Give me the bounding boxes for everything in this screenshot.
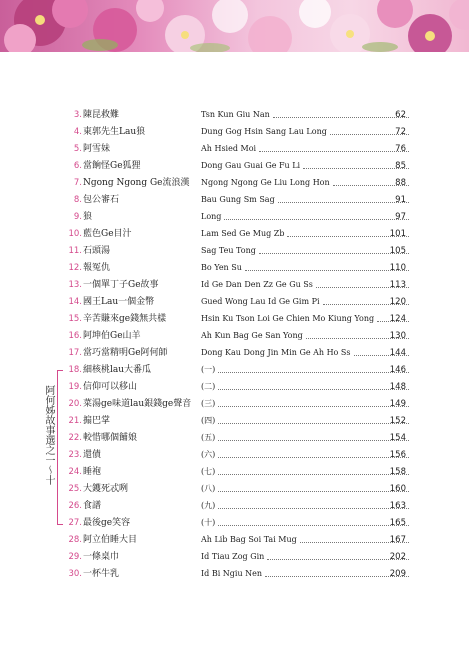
entry-title: 較惜哪個餔娘 (83, 433, 138, 443)
toc-entry[interactable] (66, 191, 406, 209)
entry-romanization: (三) (201, 399, 216, 408)
entry-title: 睡袍 (83, 467, 102, 477)
toc-entry[interactable] (66, 123, 406, 141)
entry-page: 146 (389, 365, 406, 375)
entry-romanization: (一) (201, 365, 216, 374)
entry-title: 當餉怪Ge狐狸 (83, 161, 141, 171)
entry-romanization: Gued Wong Lau Id Ge Gim Pi (201, 297, 320, 306)
entry-title: 阿立伯睡大目 (83, 535, 138, 545)
toc-entry[interactable] (66, 463, 406, 481)
toc-entry[interactable] (66, 361, 406, 379)
entry-page: 167 (389, 535, 406, 545)
toc-entry[interactable] (66, 174, 406, 192)
entry-title: 當巧當精明Ge阿何師 (83, 348, 168, 358)
toc-entry[interactable] (66, 276, 406, 294)
entry-romanization: Tsn Kun Giu Nan (201, 110, 270, 119)
entry-page: 124 (389, 314, 406, 324)
entry-title: 阿坤伯Ge山羊 (83, 331, 141, 341)
entry-romanization: Ngong Ngong Ge Liu Long Hon (201, 178, 330, 187)
toc-entry[interactable] (66, 106, 406, 124)
entry-title: 陳昆救難 (83, 110, 120, 120)
entry-page: 209 (389, 569, 406, 579)
entry-number: 3. (73, 110, 82, 120)
entry-number: 18. (68, 365, 82, 375)
entry-number: 6. (73, 161, 82, 171)
entry-title: 狼 (83, 212, 93, 222)
entry-title: 國王Lau一個金幣 (83, 297, 155, 307)
entry-title: 藍色Ge目汁 (83, 229, 132, 239)
entry-romanization: Bo Yen Su (201, 263, 242, 272)
entry-page: 154 (389, 433, 406, 443)
entry-title: 阿雪妹 (83, 144, 111, 154)
entry-title: 一條桌巾 (83, 552, 120, 562)
entry-page: 110 (389, 263, 406, 273)
entry-romanization: Dong Gau Guai Ge Fu Li (201, 161, 301, 170)
entry-romanization: (七) (201, 467, 216, 476)
entry-page: 152 (389, 416, 406, 426)
entry-number: 28. (68, 535, 82, 545)
entry-romanization: Hsin Ku Tson Loi Ge Chien Mo Kiung Yong (201, 314, 375, 323)
toc-entry[interactable] (66, 446, 406, 464)
entry-title: 信仰可以移山 (83, 382, 138, 392)
toc-entry[interactable] (66, 208, 406, 226)
entry-title: 辛苦賺來ge錢無共樣 (83, 314, 167, 324)
toc-entry[interactable] (66, 395, 406, 413)
entry-romanization: Dung Gog Hsin Sang Lau Long (201, 127, 327, 136)
entry-romanization: Sag Teu Tong (201, 246, 256, 255)
entry-page: 148 (389, 382, 406, 392)
entry-title: 還債 (83, 450, 102, 460)
entry-romanization: (六) (201, 450, 216, 459)
entry-title: 一杯牛乳 (83, 569, 120, 579)
entry-title: 東郭先生Lau狼 (83, 127, 146, 137)
entry-romanization: Ah Hsied Moi (201, 144, 257, 153)
entry-title: 最後ge笑容 (83, 518, 131, 528)
entry-title: 菜湯ge味道lau銀錢ge聲音 (83, 399, 192, 409)
entry-title: 包公審石 (83, 195, 120, 205)
entry-number: 16. (68, 331, 82, 341)
entry-romanization: Ah Kun Bag Ge San Yong (201, 331, 303, 340)
entry-romanization: Id Ge Dan Den Zz Ge Gu Ss (201, 280, 313, 289)
entry-title: 搧巴掌 (83, 416, 111, 426)
entry-romanization: Long (201, 212, 222, 221)
toc-entry[interactable] (66, 378, 406, 396)
entry-number: 29. (68, 552, 82, 562)
entry-romanization: Ah Lib Bag Soi Tai Mug (201, 535, 297, 544)
toc-entry[interactable] (66, 225, 406, 243)
entry-page: 144 (389, 348, 406, 358)
entry-title: Ngong Ngong Ge流浪漢 (83, 178, 190, 188)
entry-number: 9. (73, 212, 82, 222)
book-series-title: 阿何姊故事選之一〜十 (43, 385, 54, 485)
toc-entry[interactable] (66, 140, 406, 158)
entry-page: 202 (389, 552, 406, 562)
entry-page: 101 (389, 229, 406, 239)
entry-page: 120 (389, 297, 406, 307)
entry-page: 62 (395, 110, 406, 120)
toc-entry[interactable] (66, 242, 406, 260)
entry-number: 21. (68, 416, 82, 426)
entry-page: 113 (389, 280, 406, 290)
toc-entry[interactable] (66, 565, 406, 583)
entry-title: 大鑊死忒咧 (83, 484, 129, 494)
entry-title: 細核桃lau大番瓜 (83, 365, 152, 375)
entry-title: 一個單丁子Ge故事 (83, 280, 159, 290)
entry-number: 30. (68, 569, 82, 579)
entry-number: 15. (68, 314, 82, 324)
entry-page: 165 (389, 518, 406, 528)
entry-number: 17. (68, 348, 82, 358)
entry-page: 88 (395, 178, 406, 188)
entry-page: 130 (389, 331, 406, 341)
entry-romanization: Dong Kau Dong Jin Min Ge Ah Ho Ss (201, 348, 351, 357)
entry-number: 5. (73, 144, 82, 154)
entry-romanization: (四) (201, 416, 216, 425)
toc-entry[interactable] (66, 548, 406, 566)
toc-entry[interactable] (66, 480, 406, 498)
entry-page: 85 (395, 161, 406, 171)
entry-romanization: (八) (201, 484, 216, 493)
toc-entry[interactable] (66, 412, 406, 430)
toc-entry[interactable] (66, 293, 406, 311)
entry-romanization: (五) (201, 433, 216, 442)
toc-entry[interactable] (66, 344, 406, 362)
entry-number: 25. (68, 484, 82, 494)
entry-number: 19. (68, 382, 82, 392)
entry-page: 97 (395, 212, 406, 222)
entry-page: 156 (389, 450, 406, 460)
entry-romanization: Id Bi Ngiu Nen (201, 569, 263, 578)
entry-page: 91 (395, 195, 406, 205)
entry-title: 食譜 (83, 501, 102, 511)
toc-entry[interactable] (66, 514, 406, 532)
entry-page: 160 (389, 484, 406, 494)
toc-entry[interactable] (66, 327, 406, 345)
entry-number: 8. (73, 195, 82, 205)
entry-romanization: (十) (201, 518, 216, 527)
entry-page: 76 (395, 144, 406, 154)
entry-number: 7. (73, 178, 82, 188)
toc-entry[interactable] (66, 531, 406, 549)
entry-page: 149 (389, 399, 406, 409)
entry-romanization: Lam Sed Ge Mug Zb (201, 229, 285, 238)
entry-number: 4. (73, 127, 82, 137)
entry-number: 11. (68, 246, 82, 256)
toc-entry[interactable] (66, 497, 406, 515)
entry-number: 13. (68, 280, 82, 290)
entry-romanization: (二) (201, 382, 216, 391)
entry-number: 14. (68, 297, 82, 307)
entry-romanization: (九) (201, 501, 216, 510)
toc-entry[interactable] (66, 259, 406, 277)
entry-number: 10. (68, 229, 82, 239)
entry-number: 12. (68, 263, 82, 273)
entry-number: 26. (68, 501, 82, 511)
entry-page: 105 (389, 246, 406, 256)
entry-romanization: Bau Gung Sm Sag (201, 195, 275, 204)
toc-entry[interactable] (66, 429, 406, 447)
entry-title: 報冤仇 (83, 263, 111, 273)
entry-number: 23. (68, 450, 82, 460)
entry-number: 27. (68, 518, 82, 528)
entry-title: 石頭湯 (83, 246, 111, 256)
entry-page: 72 (395, 127, 406, 137)
entry-page: 163 (389, 501, 406, 511)
entry-number: 24. (68, 467, 82, 477)
entry-page: 158 (389, 467, 406, 477)
entry-romanization: Id Tiau Zog Gin (201, 552, 265, 561)
toc-entry[interactable] (66, 310, 406, 328)
entry-number: 22. (68, 433, 82, 443)
toc-entry[interactable] (66, 157, 406, 175)
entry-number: 20. (68, 399, 82, 409)
